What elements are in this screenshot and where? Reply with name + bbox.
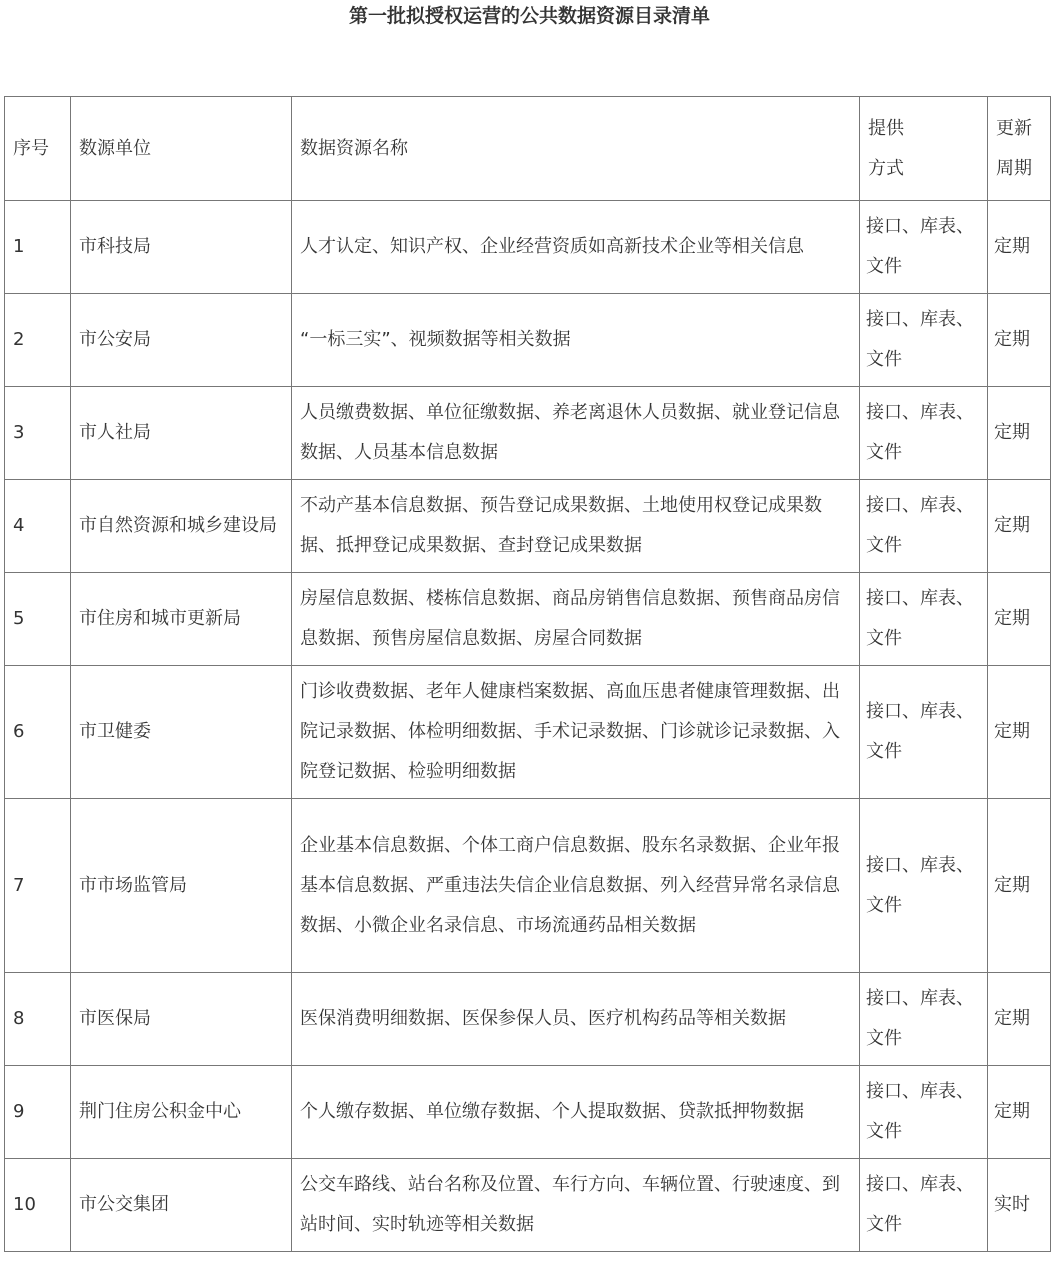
row-unit: 市卫健委 xyxy=(71,666,292,799)
table-row xyxy=(5,799,1051,973)
row-resource-name: 房屋信息数据、楼栋信息数据、商品房销售信息数据、预售商品房信息数据、预售房屋信息数据、房屋合同数据 xyxy=(292,573,860,666)
resource-catalog-table xyxy=(4,96,1051,1252)
row-resource-name: 公交车路线、站台名称及位置、车行方向、车辆位置、行驶速度、到站时间、实时轨迹等相关数据 xyxy=(292,1159,860,1252)
table-body xyxy=(5,201,1051,1252)
row-method: 接口、库表、文件 xyxy=(860,1159,988,1252)
table-row xyxy=(5,973,1051,1066)
row-period: 定期 xyxy=(988,666,1051,799)
row-unit: 市人社局 xyxy=(71,387,292,480)
row-resource-name: 个人缴存数据、单位缴存数据、个人提取数据、贷款抵押物数据 xyxy=(292,1066,860,1159)
row-method: 接口、库表、文件 xyxy=(860,387,988,480)
row-method: 接口、库表、文件 xyxy=(860,573,988,666)
row-resource-name: 门诊收费数据、老年人健康档案数据、高血压患者健康管理数据、出院记录数据、体检明细数据、手术记录数据、门诊就诊记录数据、入院登记数据、检验明细数据 xyxy=(292,666,860,799)
row-resource-name: 医保消费明细数据、医保参保人员、医疗机构药品等相关数据 xyxy=(292,973,860,1066)
row-seq: 5 xyxy=(5,573,71,666)
table-header-row xyxy=(5,97,1051,201)
row-period: 定期 xyxy=(988,973,1051,1066)
row-seq: 8 xyxy=(5,973,71,1066)
table-row xyxy=(5,294,1051,387)
header-seq: 序号 xyxy=(5,97,71,201)
row-period: 定期 xyxy=(988,387,1051,480)
row-resource-name: 人员缴费数据、单位征缴数据、养老离退休人员数据、就业登记信息数据、人员基本信息数据 xyxy=(292,387,860,480)
row-method: 接口、库表、文件 xyxy=(860,799,988,973)
row-unit: 市住房和城市更新局 xyxy=(71,573,292,666)
row-period: 定期 xyxy=(988,573,1051,666)
row-unit: 市市场监管局 xyxy=(71,799,292,973)
row-method: 接口、库表、文件 xyxy=(860,480,988,573)
header-unit: 数源单位 xyxy=(71,97,292,201)
row-period: 实时 xyxy=(988,1159,1051,1252)
row-seq: 2 xyxy=(5,294,71,387)
row-resource-name: “一标三实”、视频数据等相关数据 xyxy=(292,294,860,387)
row-unit: 市科技局 xyxy=(71,201,292,294)
header-method-label: 提供方式 xyxy=(868,117,904,179)
header-name: 数据资源名称 xyxy=(292,97,860,201)
row-method: 接口、库表、文件 xyxy=(860,294,988,387)
row-period: 定期 xyxy=(988,799,1051,973)
row-period: 定期 xyxy=(988,1066,1051,1159)
row-seq: 7 xyxy=(5,799,71,973)
table-row xyxy=(5,1159,1051,1252)
row-method: 接口、库表、文件 xyxy=(860,1066,988,1159)
row-period: 定期 xyxy=(988,480,1051,573)
table-row xyxy=(5,1066,1051,1159)
row-unit: 市自然资源和城乡建设局 xyxy=(71,480,292,573)
row-unit: 市医保局 xyxy=(71,973,292,1066)
row-unit: 市公交集团 xyxy=(71,1159,292,1252)
row-resource-name: 人才认定、知识产权、企业经营资质如高新技术企业等相关信息 xyxy=(292,201,860,294)
row-method: 接口、库表、文件 xyxy=(860,666,988,799)
table-row xyxy=(5,666,1051,799)
row-seq: 6 xyxy=(5,666,71,799)
row-seq: 3 xyxy=(5,387,71,480)
header-method xyxy=(860,97,988,201)
page-title: 第一批拟授权运营的公共数据资源目录清单 xyxy=(348,5,710,27)
row-seq: 1 xyxy=(5,201,71,294)
row-method: 接口、库表、文件 xyxy=(860,201,988,294)
row-unit: 市公安局 xyxy=(71,294,292,387)
row-period: 定期 xyxy=(988,201,1051,294)
header-period xyxy=(988,97,1051,201)
row-seq: 4 xyxy=(5,480,71,573)
row-seq: 10 xyxy=(5,1159,71,1252)
row-period: 定期 xyxy=(988,294,1051,387)
header-period-label: 更新周期 xyxy=(996,117,1032,179)
table-row xyxy=(5,387,1051,480)
table-row xyxy=(5,201,1051,294)
table-row xyxy=(5,573,1051,666)
table-row xyxy=(5,480,1051,573)
row-seq: 9 xyxy=(5,1066,71,1159)
row-resource-name: 企业基本信息数据、个体工商户信息数据、股东名录数据、企业年报基本信息数据、严重违法失信企业信息数据、列入经营异常名录信息数据、小微企业名录信息、市场流通药品相关数据 xyxy=(292,799,860,973)
row-resource-name: 不动产基本信息数据、预告登记成果数据、土地使用权登记成果数据、抵押登记成果数据、查封登记成果数据 xyxy=(292,480,860,573)
row-unit: 荆门住房公积金中心 xyxy=(71,1066,292,1159)
row-method: 接口、库表、文件 xyxy=(860,973,988,1066)
